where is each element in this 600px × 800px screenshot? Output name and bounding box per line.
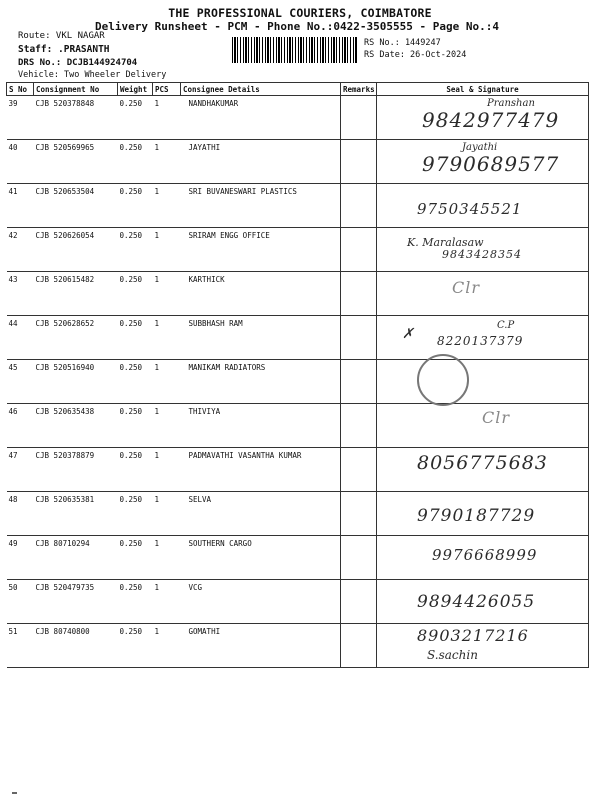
signature-phone: 8220137379 — [437, 334, 524, 348]
col-remarks: Remarks — [341, 83, 377, 96]
row-weight: 0.250 — [118, 96, 153, 140]
row-pcs: 1 — [153, 580, 181, 624]
row-signature — [377, 624, 589, 668]
row-weight: 0.250 — [118, 624, 153, 668]
table-row — [7, 580, 589, 624]
row-consignee: NANDHAKUMAR — [181, 96, 341, 140]
row-weight: 0.250 — [118, 184, 153, 228]
row-sno: 46 — [7, 404, 34, 448]
row-weight: 0.250 — [118, 404, 153, 448]
col-pcs: PCS — [153, 83, 181, 96]
table-row — [7, 492, 589, 536]
row-consignment: CJB 520378848 — [34, 96, 118, 140]
col-consignee: Consignee Details — [181, 83, 341, 96]
table-row — [7, 272, 589, 316]
row-weight: 0.250 — [118, 448, 153, 492]
row-pcs: 1 — [153, 360, 181, 404]
signature-phone: 9790689577 — [422, 152, 560, 176]
row-remarks — [341, 448, 377, 492]
signature-text: S.sachin — [427, 648, 478, 662]
table-row — [7, 228, 589, 272]
row-signature — [377, 184, 589, 228]
row-sno: 45 — [7, 360, 34, 404]
row-weight: 0.250 — [118, 316, 153, 360]
row-consignee: THIVIYA — [181, 404, 341, 448]
rs-number: RS No.: 1449247 — [364, 38, 441, 48]
row-signature — [377, 536, 589, 580]
signature-text: Jayathi — [462, 142, 498, 153]
row-sno: 42 — [7, 228, 34, 272]
row-remarks — [341, 580, 377, 624]
row-pcs: 1 — [153, 448, 181, 492]
table-row — [7, 360, 589, 404]
col-seal: Seal & Signature — [377, 83, 589, 96]
row-consignee: PADMAVATHI VASANTHA KUMAR — [181, 448, 341, 492]
row-signature — [377, 272, 589, 316]
col-consignment: Consignment No — [34, 83, 118, 96]
row-consignment: CJB 520569965 — [34, 140, 118, 184]
row-pcs: 1 — [153, 624, 181, 668]
row-consignee: SOUTHERN CARGO — [181, 536, 341, 580]
row-weight: 0.250 — [118, 228, 153, 272]
table-row — [7, 96, 589, 140]
row-consignment: CJB 520479735 — [34, 580, 118, 624]
company-stamp-icon — [417, 354, 469, 406]
table-row — [7, 316, 589, 360]
row-pcs: 1 — [153, 492, 181, 536]
row-sno: 40 — [7, 140, 34, 184]
row-sno: 43 — [7, 272, 34, 316]
table-row — [7, 536, 589, 580]
row-consignee: SRIRAM ENGG OFFICE — [181, 228, 341, 272]
row-consignee: SUBBHASH RAM — [181, 316, 341, 360]
signature-phone: Clr — [482, 408, 511, 427]
row-consignee: SELVA — [181, 492, 341, 536]
row-consignment: CJB 80740800 — [34, 624, 118, 668]
row-sno: 44 — [7, 316, 34, 360]
row-sno: 39 — [7, 96, 34, 140]
row-pcs: 1 — [153, 404, 181, 448]
row-consignee: VCG — [181, 580, 341, 624]
row-signature — [377, 360, 589, 404]
table-row — [7, 448, 589, 492]
signature-phone: 9894426055 — [417, 592, 536, 612]
row-sno: 51 — [7, 624, 34, 668]
col-sno: S No — [7, 83, 34, 96]
row-remarks — [341, 96, 377, 140]
table-header-row — [7, 83, 589, 96]
row-signature — [377, 140, 589, 184]
row-pcs: 1 — [153, 228, 181, 272]
row-pcs: 1 — [153, 316, 181, 360]
row-remarks — [341, 404, 377, 448]
row-remarks — [341, 624, 377, 668]
row-sno: 47 — [7, 448, 34, 492]
barcode-image — [232, 37, 357, 63]
row-consignee: GOMATHI — [181, 624, 341, 668]
signature-text: Pranshan — [487, 98, 535, 109]
row-remarks — [341, 140, 377, 184]
row-consignee: SRI BUVANESWARI PLASTICS — [181, 184, 341, 228]
signature-phone: 9790187729 — [417, 506, 536, 526]
row-remarks — [341, 536, 377, 580]
rs-date: RS Date: 26-Oct-2024 — [364, 50, 467, 60]
row-signature — [377, 96, 589, 140]
table-row — [7, 184, 589, 228]
route-label: Route: VKL NAGAR — [18, 31, 105, 41]
table-row — [7, 404, 589, 448]
row-consignment: CJB 520653504 — [34, 184, 118, 228]
signature-mark-icon: ✗ — [402, 326, 414, 342]
col-weight: Weight — [118, 83, 153, 96]
row-pcs: 1 — [153, 536, 181, 580]
row-consignment: CJB 520635438 — [34, 404, 118, 448]
row-signature — [377, 316, 589, 360]
row-remarks — [341, 272, 377, 316]
row-weight: 0.250 — [118, 360, 153, 404]
row-consignment: CJB 520516940 — [34, 360, 118, 404]
row-consignee: KARTHICK — [181, 272, 341, 316]
staff-label: Staff: .PRASANTH — [18, 44, 110, 55]
drs-number: DRS No.: DCJB144924704 — [18, 58, 138, 68]
row-signature — [377, 404, 589, 448]
row-weight: 0.250 — [118, 536, 153, 580]
runsheet-table — [6, 82, 589, 668]
row-remarks — [341, 492, 377, 536]
row-signature — [377, 448, 589, 492]
row-sno: 50 — [7, 580, 34, 624]
signature-phone: 9976668999 — [432, 546, 538, 564]
row-weight: 0.250 — [118, 580, 153, 624]
signature-phone: 8056775683 — [417, 452, 548, 474]
row-weight: 0.250 — [118, 272, 153, 316]
signature-phone: 9843428354 — [442, 248, 522, 261]
row-pcs: 1 — [153, 272, 181, 316]
row-consignee: JAYATHI — [181, 140, 341, 184]
row-consignment: CJB 520635381 — [34, 492, 118, 536]
row-signature — [377, 228, 589, 272]
row-consignment: CJB 520378879 — [34, 448, 118, 492]
row-pcs: 1 — [153, 96, 181, 140]
row-remarks — [341, 228, 377, 272]
row-consignment: CJB 520615482 — [34, 272, 118, 316]
table-row — [7, 140, 589, 184]
row-consignment: CJB 520626054 — [34, 228, 118, 272]
row-pcs: 1 — [153, 140, 181, 184]
row-weight: 0.250 — [118, 140, 153, 184]
signature-phone: 8903217216 — [417, 626, 529, 645]
signature-text: C.P — [497, 320, 515, 331]
runsheet-subtitle: Delivery Runsheet - PCM - Phone No.:0422-3505555 - Page No.:4 — [95, 20, 499, 33]
row-sno: 49 — [7, 536, 34, 580]
row-remarks — [341, 184, 377, 228]
signature-phone: 9750345521 — [417, 200, 523, 218]
row-signature — [377, 580, 589, 624]
signature-phone: 9842977479 — [422, 108, 560, 132]
row-remarks — [341, 316, 377, 360]
row-signature — [377, 492, 589, 536]
table-row — [7, 624, 589, 668]
row-consignment: CJB 80710294 — [34, 536, 118, 580]
row-pcs: 1 — [153, 184, 181, 228]
vehicle-label: Vehicle: Two Wheeler Delivery — [18, 70, 167, 80]
signature-text: K. Maralasaw — [407, 236, 484, 249]
row-consignee: MANIKAM RADIATORS — [181, 360, 341, 404]
row-sno: 48 — [7, 492, 34, 536]
row-sno: 41 — [7, 184, 34, 228]
row-weight: 0.250 — [118, 492, 153, 536]
row-consignment: CJB 520628652 — [34, 316, 118, 360]
row-remarks — [341, 360, 377, 404]
signature-phone: Clr — [452, 278, 481, 297]
page-mark — [12, 792, 17, 794]
company-title: THE PROFESSIONAL COURIERS, COIMBATORE — [168, 6, 432, 20]
